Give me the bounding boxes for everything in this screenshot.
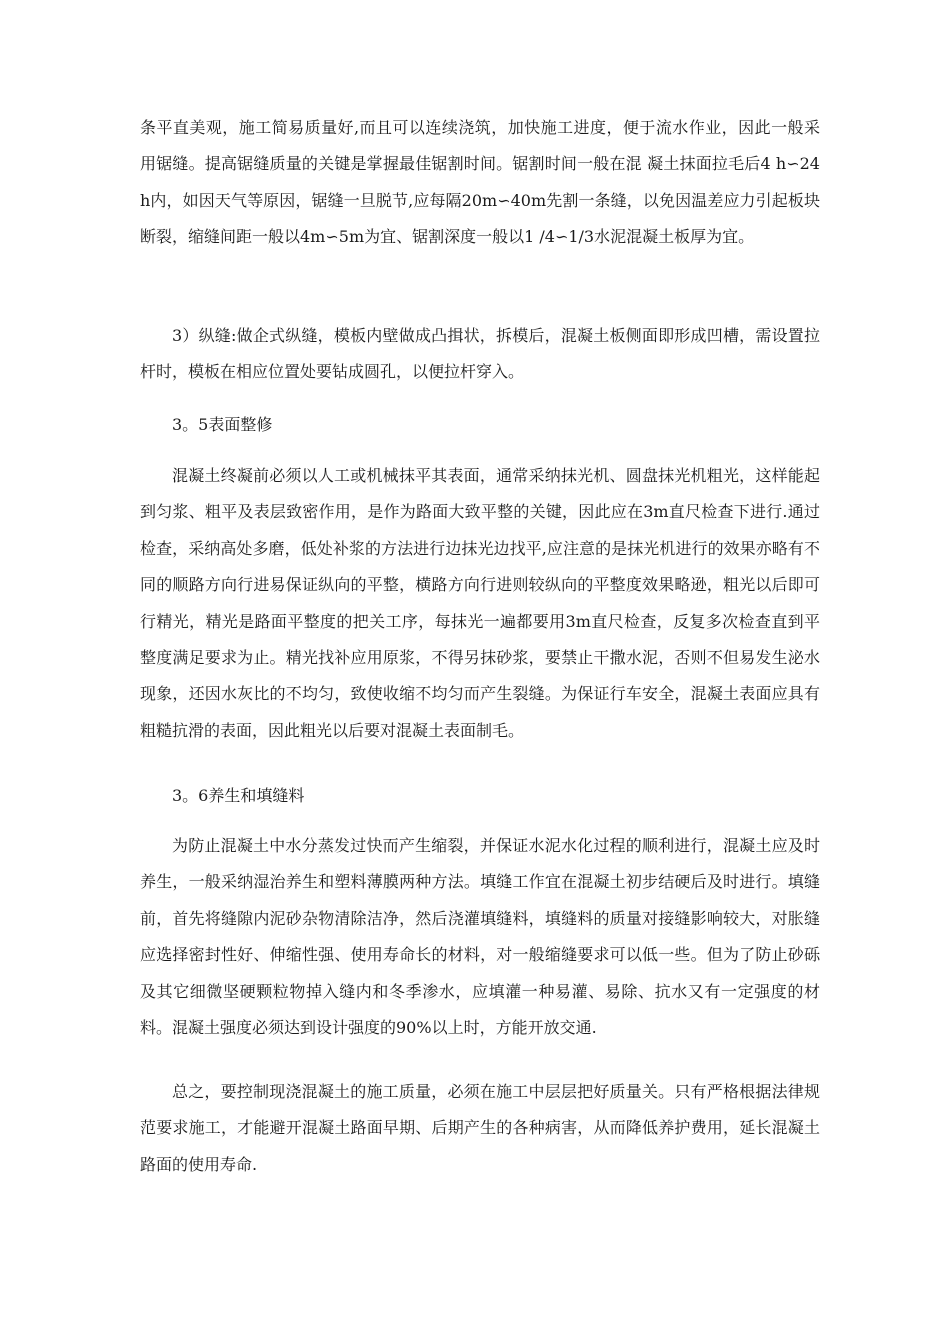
paragraph-longitudinal-joints: 3）纵缝:做企式纵缝，模板内壁做成凸揖状，拆模后，混凝土板侧面即形成凹槽，需设置拉杆时，模板在相应位置处要钻成圆孔，以便拉杆穿入。 bbox=[140, 326, 820, 382]
paragraph-saw-cut-joints: 条平直美观，施工简易质量好,而且可以连续浇筑，加快施工进度，便于流水作业，因此一般采 用锯缝。提高锯缝质量的关键是掌握最佳锯割时间。锯割时间一般在混 凝土抹面拉毛后4 h∽24 h内，如因天气等原因，锯缝一旦脱节,应每隔20m∽40m先割一条缝，以免因温差应力引起板块断裂，缩缝间距一般以4m∽5m为宜、锯割深度一般以1 /4∽1/3水泥混凝土板厚为宜。 bbox=[140, 118, 820, 247]
paragraph-curing-and-sealant: 为防止混凝土中水分蒸发过快而产生缩裂，并保证水泥水化过程的顺利进行，混凝土应及时养生，一般采纳湿治养生和塑料薄膜两种方法。填缝工作宜在混凝土初步结硬后及时进行。填缝前，首先将缝隙内泥砂杂物清除洁净，然后浇灌填缝料，填缝料的质量对接缝影响较大，对胀缝应选择密封性好、伸缩性强、使用寿命长的材料，对一般缩缝要求可以低一些。但为了防止砂砾及其它细微坚硬颗粒物掉入缝内和冬季渗水，应填灌一种易灌、易除、抗水又有一定强度的材料。混凝土强度必须达到设计强度的90%以上时，方能开放交通. bbox=[140, 836, 820, 1038]
paragraph-conclusion: 总之，要控制现浇混凝土的施工质量，必须在施工中层层把好质量关。只有严格根据法律规范要求施工，才能避开混凝土路面早期、后期产生的各种病害，从而降低养护费用，延长混凝土路面的使用寿命. bbox=[140, 1082, 820, 1174]
paragraph-surface-finishing: 混凝土终凝前必须以人工或机械抹平其表面，通常采纳抹光机、圆盘抹光机粗光，这样能起到匀浆、粗平及表层致密作用，是作为路面大致平整的关键，因此应在3m直尺检查下进行.通过检查，采纳高处多磨，低处补浆的方法进行边抹光边找平,应注意的是抹光机进行的效果亦略有不同的顺路方向行进易保证纵向的平整，横路方向行进则较纵向的平整度效果略逊，粗光以后即可行精光，精光是路面平整度的把关工序，每抹光一遍都要用3m直尺检查，反复多次检查直到平整度满足要求为止。精光找补应用原浆，不得另抹砂浆，要禁止干撒水泥，否则不但易发生泌水现象，还因水灰比的不均匀，致使收缩不均匀而产生裂缝。为保证行车安全，混凝土表面应具有粗糙抗滑的表面，因此粗光以后要对混凝土表面制毛。 bbox=[140, 466, 820, 740]
section-heading-3-6: 3。6养生和填缝料 bbox=[172, 786, 305, 805]
section-heading-3-5: 3。5表面整修 bbox=[172, 415, 273, 434]
